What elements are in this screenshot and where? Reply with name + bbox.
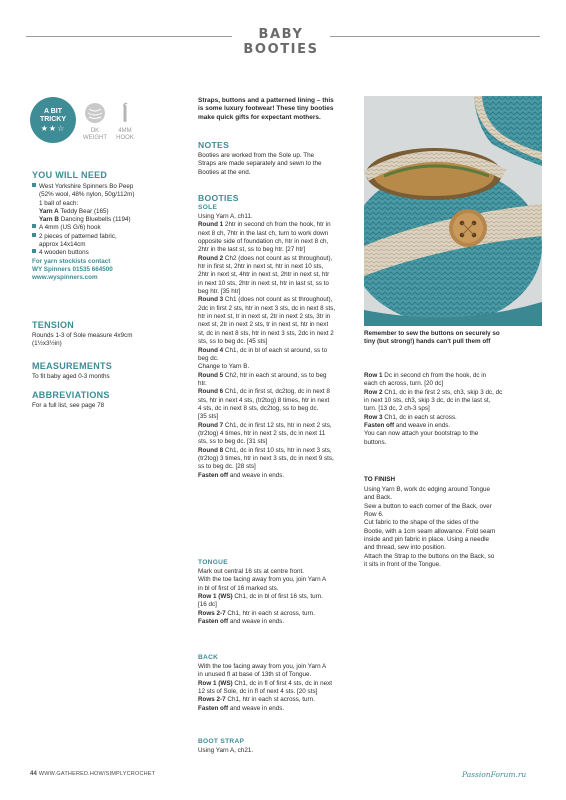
notes-line: Booties are worked from the Sole up. The — [198, 152, 315, 159]
instruction-line — [364, 405, 542, 413]
instruction-text: beg htr. [35 htr] — [198, 288, 241, 296]
instruction-text: next 8 ch, 7htr in the last ch, turn to work down — [198, 229, 329, 237]
tongue-heading: TONGUE — [198, 559, 228, 566]
instruction-text: (tr2tog) 3 times, htr in next 3 sts, dc in next 9 sts, — [198, 454, 334, 462]
booties-heading: BOOTIES — [198, 193, 239, 203]
instruction-text: Dc in second ch from the hook, dc in — [382, 372, 487, 379]
instruction-line — [198, 338, 358, 346]
instruction-text: 12 sts of Sole, dc in fl of next 4 sts. [20 sts] — [198, 688, 318, 696]
instruction-text: 2htr in next st, 4htr in next st, 2htr in next st, htr — [198, 271, 330, 279]
instruction-line — [364, 519, 542, 527]
instruction-text: beg dc. — [198, 354, 219, 362]
page-title: BABY BOOTIES — [243, 27, 319, 57]
instruction-lead: Round 7 — [198, 421, 224, 429]
instruction-line — [198, 601, 358, 609]
instruction-text: Ch1, htr in each st across, turn. — [225, 609, 315, 617]
hook-caption — [110, 128, 140, 142]
instruction-lead: Row 1 — [364, 372, 383, 379]
hook-line2: HOOK — [116, 135, 134, 141]
instruction-line — [198, 388, 358, 396]
instruction-line — [198, 593, 358, 601]
instruction-lead: Round 5 — [198, 371, 224, 379]
yarn-ball-icon — [85, 103, 105, 123]
instruction-line — [198, 747, 358, 755]
instruction-line — [198, 610, 358, 618]
stockists-website[interactable]: www.wyspinners.com — [32, 274, 98, 282]
hook-icon-graphic — [121, 102, 129, 124]
page-number: 44 — [30, 771, 38, 777]
yarn-a-value: Teddy Bear (165) — [58, 207, 109, 215]
watermark: PassionForum.ru — [462, 770, 527, 779]
hook-item: A 4mm (US G/6) hook — [39, 224, 101, 232]
instruction-text: 4 sts, dc in next 8 sts, dc2tog, ss to beg dc. — [198, 404, 319, 412]
instruction-line — [198, 305, 358, 313]
instruction-line — [198, 296, 358, 304]
instruction-line — [198, 576, 358, 584]
instruction-line — [198, 255, 358, 263]
instruction-line — [364, 536, 542, 544]
yarn-ball-icon-graphic — [85, 103, 105, 123]
instruction-line — [198, 397, 358, 405]
finish-instructions — [364, 486, 542, 569]
instruction-text: Ch1, dc in first 10 sts, htr in next 3 sts, — [223, 446, 332, 454]
instruction-text: st, dc in next 8 sts, htr in next 3 sts, 2dc in next 2 — [198, 329, 334, 337]
instruction-text: Ch1 (does not count as st throughout), — [223, 296, 333, 304]
instruction-text: sts, htr in next 4 sts, (tr2tog) 8 times, htr in next — [198, 396, 330, 404]
stockists-line1: For yarn stockists contact — [32, 257, 111, 265]
tongue-instructions — [198, 568, 358, 626]
instruction-line — [364, 561, 542, 569]
yarn-b-label: Yarn B — [39, 216, 59, 224]
abbreviations-text: For a full list, see page 78 — [32, 402, 105, 409]
instruction-lead: Rows 2-7 — [198, 696, 226, 704]
instruction-line — [198, 447, 358, 455]
instruction-text: You can now attach your bootstrap to the — [364, 430, 479, 438]
instruction-text: ss to beg dc. [28 sts] — [198, 463, 256, 471]
instruction-lead: Round 3 — [198, 296, 224, 304]
instruction-text: sts, ss to beg dc. [45 sts] — [198, 338, 268, 346]
instruction-lead: Rows 2-7 — [198, 609, 226, 617]
instruction-line — [198, 363, 358, 371]
instruction-line — [364, 486, 542, 494]
instruction-text: and weave in ends. — [228, 471, 285, 479]
instruction-lead: Round 8 — [198, 446, 224, 454]
instruction-line — [364, 544, 542, 552]
instruction-text: Ch1, dc in fl of first 4 sts, dc in next — [232, 679, 333, 687]
sole-heading: SOLE — [198, 204, 218, 211]
instruction-text: [16 dc] — [198, 601, 217, 609]
instruction-line — [198, 330, 358, 338]
yarn-b-value: Dancing Bluebells (1194) — [58, 216, 131, 224]
sole-instructions — [198, 213, 358, 480]
instruction-text: Ch1, dc in bl of first 16 sts, turn. — [232, 593, 323, 601]
strap-instructions — [198, 747, 358, 755]
intro-paragraph — [198, 97, 358, 122]
instruction-text: Sew a button to each corner of the Back, over — [364, 502, 492, 510]
back-instructions — [198, 663, 358, 713]
instruction-lead: Fasten off — [198, 618, 229, 626]
materials-list — [32, 183, 192, 283]
stockists-line2: WY Spinners 01535 664500 — [32, 265, 113, 273]
instruction-line — [198, 280, 358, 288]
list-item — [32, 249, 192, 257]
tension-line1: Rounds 1-3 of Sole measure 4x9cm — [32, 332, 133, 339]
instruction-text: in next 10 sts, ch3, skip 3 dc, dc in the last st, — [364, 397, 491, 405]
instruction-line — [364, 372, 542, 380]
bullet-square — [32, 249, 36, 253]
instruction-text: 2htr in second ch from the hook, htr in — [223, 221, 331, 229]
instruction-line — [198, 455, 358, 463]
instruction-line — [198, 221, 358, 229]
instruction-text: Row 6. — [364, 511, 384, 519]
instruction-line — [198, 472, 358, 480]
instruction-text: Ch1, htr in each st across, turn. — [225, 696, 315, 704]
instruction-line — [364, 511, 542, 519]
instruction-line — [364, 439, 542, 447]
instruction-text: and weave in ends. — [228, 618, 285, 626]
instruction-lead: Fasten off — [198, 471, 229, 479]
instruction-lead: Row 2 — [364, 388, 383, 396]
instruction-text: Ch1, dc in each st across. — [382, 413, 457, 421]
instruction-text: Cut fabric to the shape of the sides of the — [364, 519, 479, 527]
yarn-a-label: Yarn A — [39, 207, 59, 215]
weight-line1: DK — [90, 128, 100, 134]
tension-heading: TENSION — [32, 320, 75, 330]
instruction-line — [364, 503, 542, 511]
instruction-text: htr in next st, tr in next st, 2tr in next 2 sts, 3tr in — [198, 313, 331, 321]
notes-line: Straps are made separately and sewn to the — [198, 160, 322, 168]
skill-label-line2: TRICKY — [39, 116, 67, 123]
instruction-line — [364, 553, 542, 561]
instruction-text: Using Yarn A, ch11. — [198, 213, 253, 220]
instruction-lead: Fasten off — [364, 422, 395, 430]
instruction-text: With the toe facing away from you, join Yarn A — [198, 576, 327, 584]
boot-strap-heading: BOOT STRAP — [198, 738, 245, 745]
yarn-quantity: 1 ball of each: — [39, 199, 79, 207]
fabric-size: approx 14x14cm — [39, 241, 86, 249]
instruction-line — [198, 463, 358, 471]
weight-line2: WEIGHT — [83, 135, 107, 141]
instruction-line — [198, 271, 358, 279]
instruction-line — [198, 568, 358, 576]
strap-instructions-continued — [364, 372, 542, 447]
instruction-line — [198, 688, 358, 696]
instruction-text: 2dc in first 2 sts, htr in next 3 sts, dc in next 8 sts, — [198, 304, 336, 312]
instruction-line — [198, 246, 358, 254]
tension-line2: (1½x3½in) — [32, 340, 62, 348]
notes-line: Booties at the end. — [198, 168, 251, 176]
skill-level-badge — [30, 97, 76, 143]
instruction-line — [198, 680, 358, 688]
instruction-line — [364, 494, 542, 502]
instruction-text: Bootie, with a 1cm seam allowance. Fold seam — [364, 527, 496, 535]
instruction-text: Attach the Strap to the buttons on the Back, so — [364, 552, 495, 560]
instruction-text: Ch2, htr in each st around, ss to beg — [223, 371, 327, 379]
instruction-line — [198, 413, 358, 421]
instruction-lead: Round 1 — [198, 221, 224, 229]
instruction-text: it sits in front of the Tongue. — [364, 561, 441, 569]
instruction-text: turn. [13 dc, 2 ch-3 sps] — [364, 405, 430, 413]
instruction-line — [198, 696, 358, 704]
footer-url[interactable]: WWW.GATHERED.HOW/SIMPLYCROCHET — [38, 771, 156, 777]
hook-icon — [121, 102, 129, 124]
bootie-photo-graphic — [364, 96, 542, 326]
you-will-need-heading: YOU WILL NEED — [32, 170, 108, 180]
notes-text — [198, 152, 358, 177]
yarn-composition: (52% wool, 48% nylon, 50g/112m) — [39, 191, 135, 199]
instruction-lead: Round 6 — [198, 388, 224, 396]
instruction-lead: Round 2 — [198, 254, 224, 262]
instruction-text: htr. — [198, 379, 207, 387]
instruction-text: Mark out central 16 sts at centre front. — [198, 568, 305, 575]
instruction-line — [198, 422, 358, 430]
instruction-lead: Row 1 (WS) — [198, 679, 233, 687]
instruction-line — [198, 355, 358, 363]
instruction-text: Ch1, dc in first st, dc2tog, dc in next 8 — [223, 388, 330, 396]
instruction-line — [198, 313, 358, 321]
instruction-line — [198, 705, 358, 713]
intro-line: make quick gifts for expectant mothers. — [198, 113, 321, 121]
instruction-text: in next 10 sts, 2htr in next st, htr in last st, ss to — [198, 279, 329, 287]
instruction-line — [198, 671, 358, 679]
instruction-line — [198, 430, 358, 438]
notes-heading: NOTES — [198, 140, 230, 150]
instruction-text: in bl of first of 16 marked sts. — [198, 584, 279, 592]
instruction-text: opposite side of foundation ch, htr in next 8 ch, — [198, 238, 329, 246]
instruction-line — [364, 389, 542, 397]
instruction-text: Ch1, dc in the first 2 sts, ch3, skip 3 dc, dc — [382, 388, 503, 396]
weight-caption — [78, 128, 112, 142]
instruction-line — [198, 230, 358, 238]
instruction-line — [198, 380, 358, 388]
list-item — [32, 183, 192, 191]
back-heading: BACK — [198, 654, 219, 661]
instruction-text: next st, 2tr in next 2 sts, tr in next st, htr in next — [198, 321, 329, 329]
yarn-a-line — [32, 208, 192, 216]
instruction-text: Ch2 (does not count as st throughout), — [223, 254, 333, 262]
instruction-line — [364, 422, 542, 430]
tension-text — [32, 332, 192, 349]
instruction-line — [364, 528, 542, 536]
header-rule-left — [26, 36, 232, 37]
abbreviations-heading: ABBREVIATIONS — [32, 390, 110, 400]
yarn-b-line — [32, 216, 192, 224]
instruction-text: Ch1, dc in bl of each st around, ss to — [223, 346, 328, 354]
measurements-text: To fit baby aged 0-3 months — [32, 373, 110, 380]
instruction-lead: Fasten off — [198, 704, 229, 712]
instruction-line — [198, 618, 358, 626]
bootie-photo — [364, 96, 542, 326]
instruction-line — [198, 321, 358, 329]
header-rule-right — [330, 36, 540, 37]
bullet-square — [32, 233, 36, 237]
to-finish-heading: TO FINISH — [364, 476, 396, 483]
instruction-lead: Row 1 (WS) — [198, 593, 233, 601]
instruction-line — [198, 213, 358, 221]
skill-stars: ★★☆ — [40, 124, 66, 133]
instruction-text: and thread, sew into position. — [364, 544, 446, 552]
instruction-line — [198, 288, 358, 296]
yarn-brand: West Yorkshire Spinners Bo Peep — [39, 183, 134, 190]
instruction-text: and Back. — [364, 494, 393, 502]
instruction-text: Change to Yarn B. — [198, 363, 250, 371]
instruction-text: each ch across, turn. [20 dc] — [364, 380, 444, 388]
instruction-line — [364, 380, 542, 388]
photo-caption — [364, 330, 542, 347]
instruction-line — [364, 414, 542, 422]
intro-line: Straps, buttons and a patterned lining – this — [198, 97, 334, 104]
instruction-text: and weave in ends. — [394, 422, 451, 430]
footer-left — [30, 771, 155, 777]
instruction-text: buttons. — [364, 438, 387, 446]
buttons-item: 4 wooden buttons — [39, 249, 89, 257]
hook-line1: 4MM — [118, 128, 132, 134]
instruction-lead: Round 4 — [198, 346, 224, 354]
instruction-line — [198, 238, 358, 246]
instruction-text: With the toe facing away from you, join Yarn A — [198, 663, 327, 670]
instruction-text: Using Yarn A, ch21. — [198, 747, 254, 754]
instruction-line — [198, 438, 358, 446]
instruction-text: (tr2tog) 4 times, htr in next 2 sts, dc in next 11 — [198, 429, 326, 437]
skill-label-line1: A BIT — [43, 108, 63, 115]
measurements-heading: MEASUREMENTS — [32, 361, 113, 371]
list-item — [32, 224, 192, 232]
instruction-line — [198, 263, 358, 271]
instruction-line — [198, 372, 358, 380]
instruction-text: Ch1, dc in first 12 sts, htr in next 2 sts, — [223, 421, 332, 429]
caption-line: tiny (but strong!) hands can't pull them off — [364, 338, 491, 346]
instruction-text: [35 sts] — [198, 413, 219, 421]
instruction-line — [198, 585, 358, 593]
intro-line: is some luxury footwear! These tiny booties — [198, 105, 334, 113]
fabric-item: 2 pieces of patterned fabric, — [39, 232, 117, 240]
instruction-line — [198, 405, 358, 413]
instruction-text: inside and pin fabric in place. Using a needle — [364, 536, 489, 544]
instruction-text: and weave in ends. — [228, 704, 285, 712]
instruction-line — [198, 663, 358, 671]
instruction-lead: Row 3 — [364, 413, 383, 421]
instruction-line — [198, 347, 358, 355]
instruction-text: Using Yarn B, work dc edging around Tongue — [364, 486, 491, 493]
instruction-text: 2htr in the last st, ss to beg htr. [27 htr] — [198, 246, 306, 254]
instruction-line — [364, 430, 542, 438]
bullet-square — [32, 183, 36, 187]
instruction-line — [364, 397, 542, 405]
caption-line: Remember to sew the buttons on securely so — [364, 330, 500, 337]
instruction-text: in unused fl at base of 13th st of Tongue. — [198, 671, 312, 679]
bullet-square — [32, 224, 36, 228]
list-item — [32, 233, 192, 241]
instruction-text: htr in first st, 2htr in next st, htr in next 10 sts, — [198, 263, 324, 271]
instruction-text: sts, ss to beg dc. [31 sts] — [198, 438, 268, 446]
